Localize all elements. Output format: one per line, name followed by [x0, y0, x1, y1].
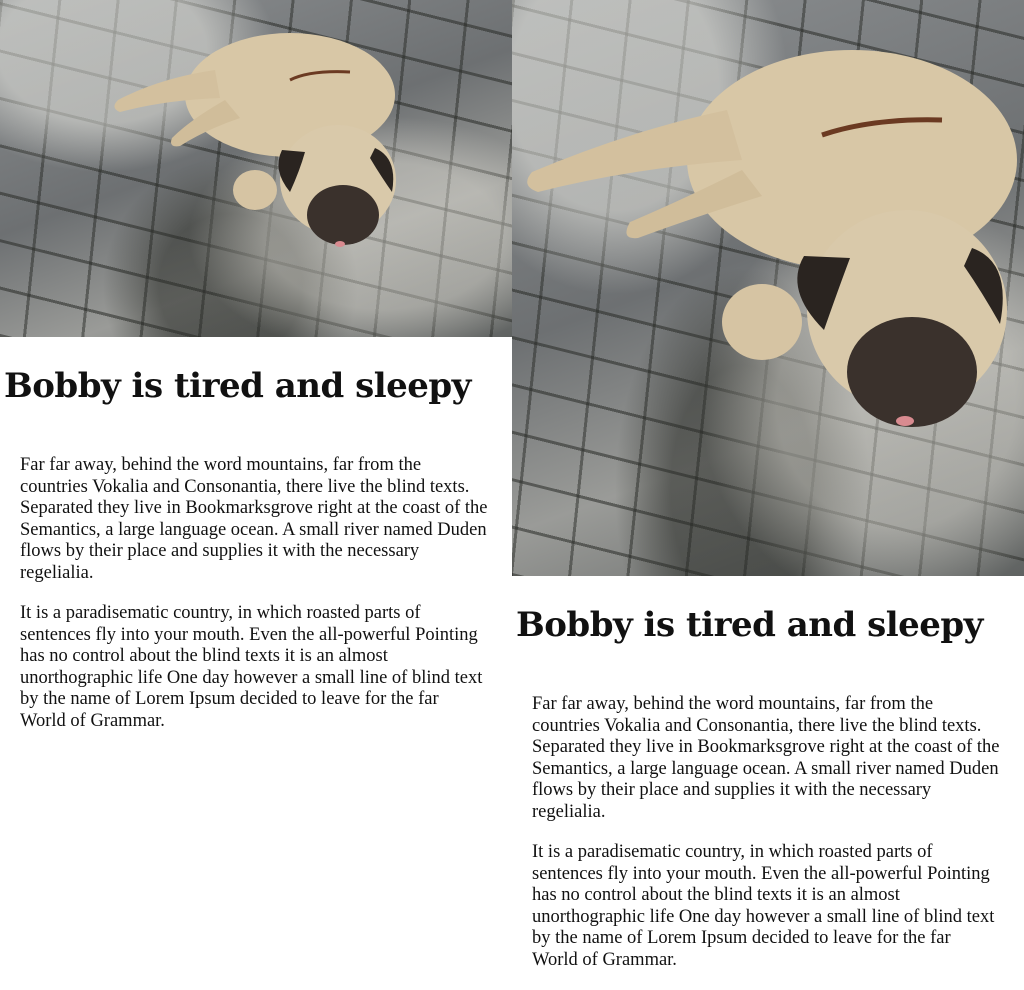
pug-illustration-large — [512, 0, 1024, 576]
pug-illustration — [0, 0, 512, 337]
right-layout-panel — [512, 0, 1024, 970]
article-paragraph: Far far away, behind the word mountains, far from the countries Vokalia and Consonantia, there live the blind texts. Separated they live in Bookmarksgrove right at the coast of the Semantics, a large language ocean. A small river named Duden flows by their place and supplies it with the necessary regelialia. — [20, 455, 488, 583]
pug-photo-large — [512, 0, 1024, 576]
article-body — [532, 694, 1000, 990]
article-paragraph: Far far away, behind the word mountains, far from the countries Vokalia and Consonantia, there live the blind texts. Separated they live in Bookmarksgrove right at the coast of the Semantics, a large language ocean. A small river named Duden flows by their place and supplies it with the necessary regelialia. — [532, 694, 1000, 822]
pug-muzzle — [847, 317, 977, 427]
article-title: Bobby is tired and sleepy — [4, 366, 471, 406]
pug-muzzle — [307, 185, 379, 245]
pug-photo — [0, 0, 512, 337]
pug-tongue — [896, 416, 914, 426]
pug-paw — [233, 170, 277, 210]
article-body — [20, 455, 488, 751]
article-paragraph: It is a paradisematic country, in which roasted parts of sentences fly into your mouth. Even the all-powerful Pointing has no control about the blind texts it is an almost unorthographic life One day however a small line of blind text by the name of Lorem Ipsum decided to leave for the far World of Grammar. — [532, 842, 995, 970]
article-title: Bobby is tired and sleepy — [516, 605, 983, 645]
article-paragraph: It is a paradisematic country, in which roasted parts of sentences fly into your mouth. Even the all-powerful Pointing has no control about the blind texts it is an almost unorthographic life One day however a small line of blind text by the name of Lorem Ipsum decided to leave for the far World of Grammar. — [20, 603, 483, 731]
pug-paw — [722, 284, 802, 360]
left-layout-panel — [0, 0, 512, 751]
pug-tongue — [335, 241, 345, 247]
